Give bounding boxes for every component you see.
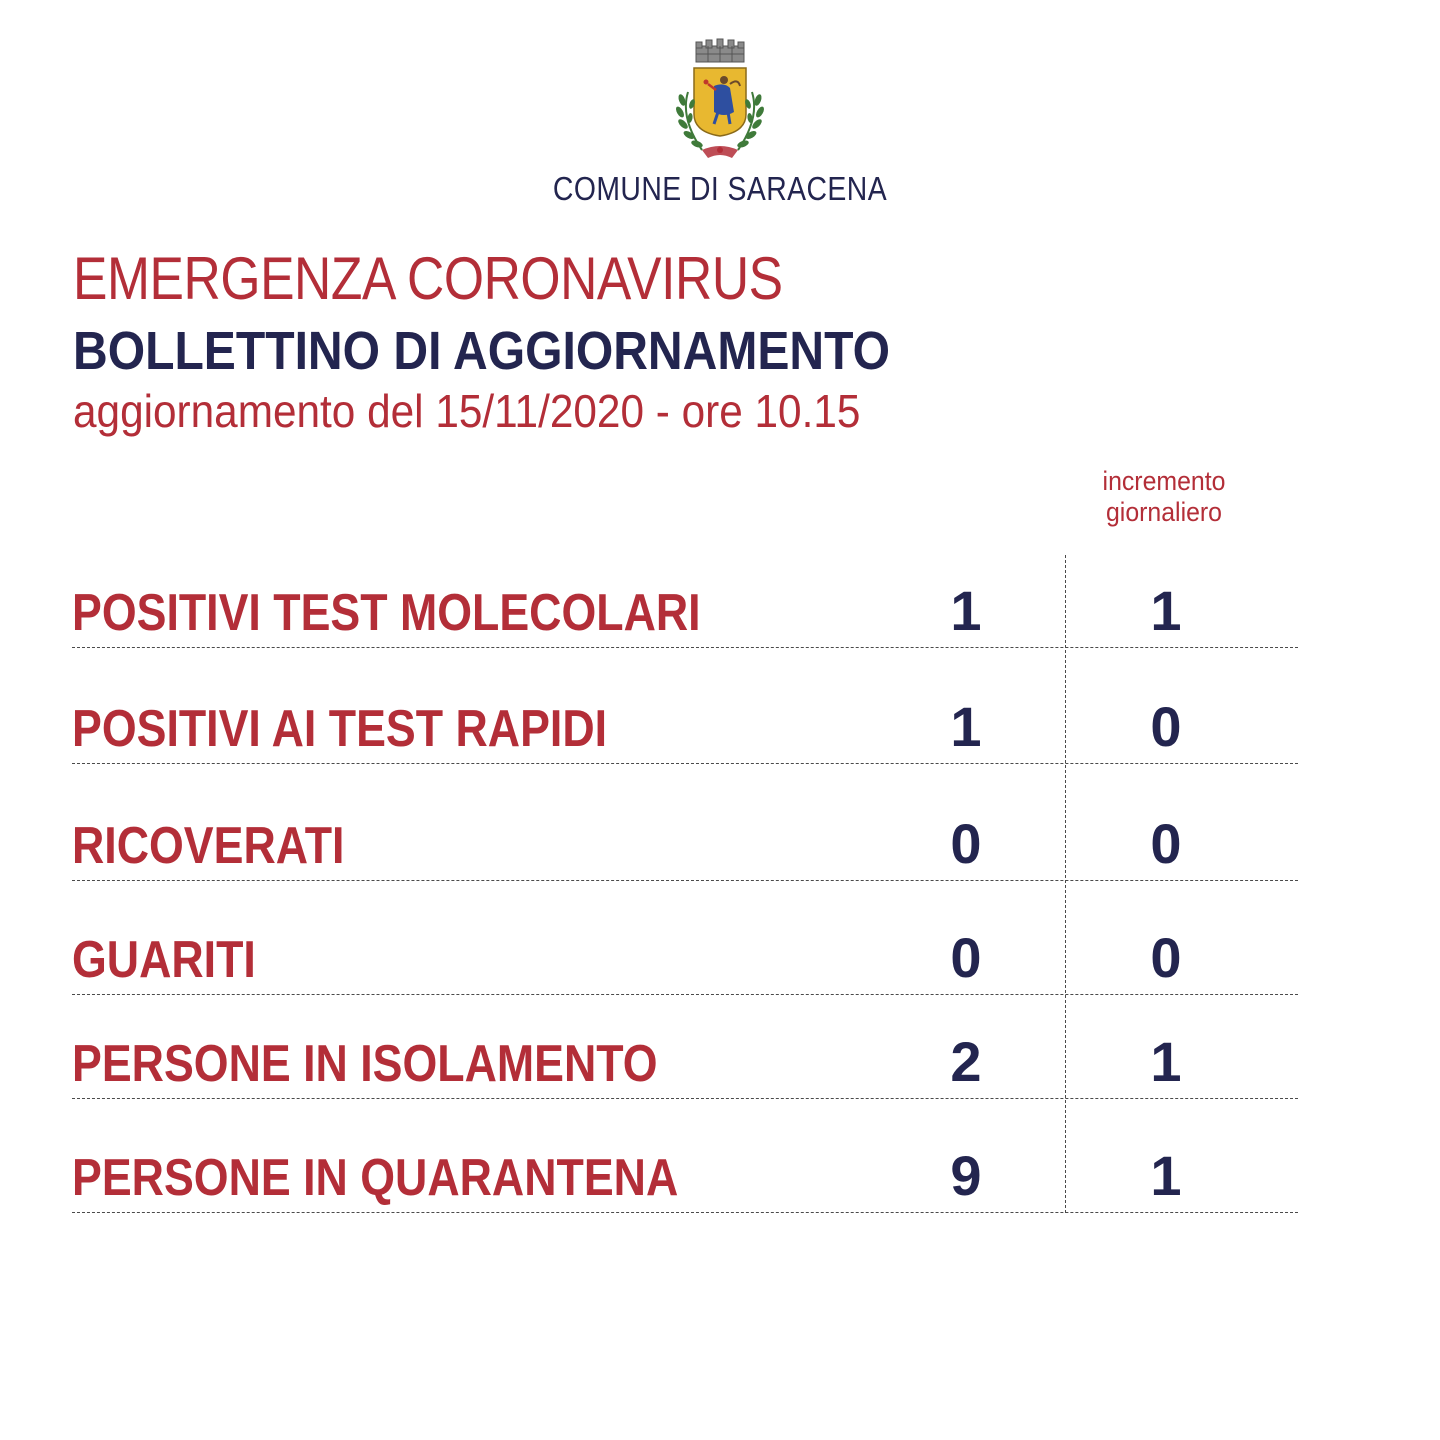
table-row [72, 880, 1298, 995]
row-value: 2 [950, 1030, 982, 1093]
row-label: RICOVERATI [72, 817, 345, 875]
row-daily-increment: 1 [1150, 579, 1182, 642]
row-value: 0 [950, 812, 982, 875]
row-value: 1 [950, 579, 982, 642]
table-row [72, 560, 1298, 648]
bulletin-title: BOLLETTINO DI AGGIORNAMENTO [73, 321, 891, 381]
table-row [72, 763, 1298, 881]
row-label: PERSONE IN QUARANTENA [72, 1149, 679, 1207]
row-label: POSITIVI TEST MOLECOLARI [72, 584, 701, 642]
row-daily-increment: 1 [1150, 1030, 1182, 1093]
row-daily-increment: 0 [1150, 926, 1182, 989]
row-label: GUARITI [72, 931, 256, 989]
update-timestamp: aggiornamento del 15/11/2020 - ore 10.15 [73, 385, 861, 437]
row-daily-increment: 0 [1150, 695, 1182, 758]
row-daily-increment: 0 [1150, 812, 1182, 875]
daily-increment-header-line2: giornaliero [1105, 497, 1222, 527]
table-row [72, 1098, 1298, 1213]
stats-table [72, 0, 1298, 1440]
headline: EMERGENZA CORONAVIRUS [73, 245, 783, 312]
row-label: POSITIVI AI TEST RAPIDI [72, 700, 608, 758]
row-value: 1 [950, 695, 982, 758]
table-row [72, 647, 1298, 764]
daily-increment-header-line1: incremento [1102, 466, 1226, 496]
table-row [72, 994, 1298, 1099]
row-label: PERSONE IN ISOLAMENTO [72, 1035, 658, 1093]
row-value: 9 [950, 1144, 982, 1207]
row-daily-increment: 1 [1150, 1144, 1182, 1207]
municipality-name: COMUNE DI SARACENA [552, 170, 888, 207]
row-value: 0 [950, 926, 982, 989]
